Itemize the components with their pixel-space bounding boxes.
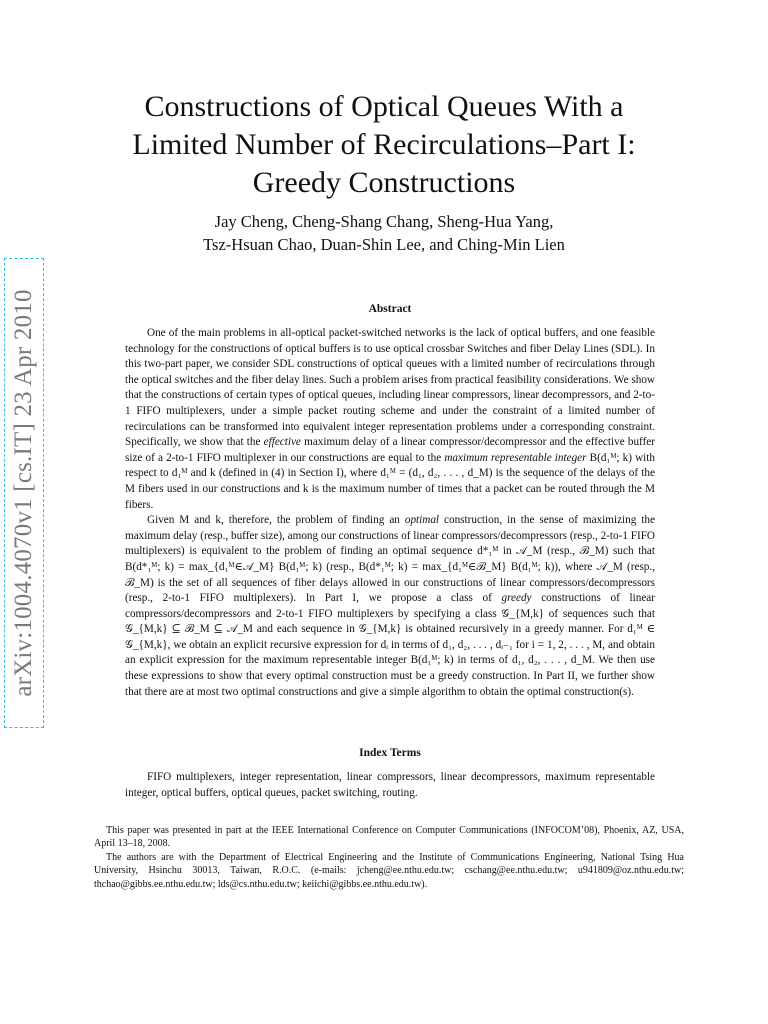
abstract-p2-text-3: constructions of linear compressors/decompressors and 2-to-1 FIFO multiplexers by specifying a class 𝒢_{M,k} of sequences such that 𝒢_{M,k} ⊆ ℬ_M ⊆ 𝒜_M and each sequence in 𝒢_{M,k} is obtained recursively in a greedy manner. For d₁ᴹ ∈ 𝒢_{M,k}, we obtain an explicit recursive expression for dᵢ in terms of d₁, d₂, . . . , dᵢ₋₁ for i = 1, 2, . . . , M, and obtain an explicit expression for the maximum representable integer B(d₁ᴹ; k) in terms of d₁, d₂, . . . , d_M. We then use these expressions to show that every optimal construction must be a greedy construction. In Part II, we further show that there are at most two optimal constructions and give a simple algorithm to obtain the optimal construction(s). (125, 592, 655, 698)
authors-line-2: Tsz-Hsuan Chao, Duan-Shin Lee, and Ching-Min Lien (203, 235, 565, 254)
abstract-p1-emphasis-2: maximum representable integer (444, 451, 587, 464)
authors-line-1: Jay Cheng, Cheng-Shang Chang, Sheng-Hua Yang, (214, 212, 554, 231)
abstract-p2-text-1: Given M and k, therefore, the problem of finding an (147, 514, 405, 527)
abstract-p2-emphasis-1: optimal (404, 514, 440, 527)
footnote-presentation: This paper was presented in part at the IEEE International Conference on Computer Communications (INFOCOM’08), Phoenix, AZ, USA, April 13–18, 2008. (94, 825, 684, 850)
footnote-affiliation: The authors are with the Department of Electrical Engineering and the Institute of Communications Engineering, National Tsing Hua University, Hsinchu 30013, Taiwan, R.O.C. (e-mails: jcheng@ee.nthu.edu.tw; cschang@ee.nthu.edu.tw; u941809@oz.nthu.edu.tw; thchao@gibbs.ee.nthu.edu.tw; lds@cs.nthu.edu.tw; keiichi@gibbs.ee.nthu.edu.tw). (94, 851, 684, 890)
abstract-body (125, 326, 655, 700)
author-list (110, 210, 658, 256)
paper-title: Constructions of Optical Queues With a Limited Number of Recirculations–Part I: Greedy Constructions (132, 90, 636, 199)
abstract-heading: Abstract (368, 303, 412, 315)
abstract-paragraph-1 (125, 326, 655, 513)
abstract-paragraph-2 (125, 513, 655, 700)
arxiv-stamp-text: arXiv:1004.4070v1 [cs.IT] 23 Apr 2010 (10, 289, 37, 697)
abstract-p1-text-1: One of the main problems in all-optical packet-switched networks is the lack of optical buffers, and one feasible technology for the constructions of optical buffers is to use optical crossbar Switches and fiber Delay Lines (SDL). In this two-part paper, we consider SDL constructions of optical queues with a limited number of recirculations through the optical switches and the fiber delay lines. Such a problem arises from practical feasibility considerations. We show that the constructions of certain types of optical queues, including linear compressors, linear decompressors, and 2-to-1 FIFO multiplexers, under a simple packet routing scheme and under the constraint of a limited number of recirculations can be transformed into equivalent integer representation problems under a corresponding constraint. Specifically, we show that the (125, 327, 655, 449)
abstract-p2-emphasis-2: greedy (501, 592, 532, 605)
abstract-p1-text-2: maximum delay of a linear compressor/decompressor and the effective buffer size of a 2-to-1 FIFO multiplexer in our constructions are equal to the (125, 436, 655, 464)
abstract-p1-emphasis-1: effective (263, 436, 301, 449)
abstract-p1-text-3: B(d₁ᴹ; k) with respect to d₁ᴹ and k (defined in (4) in Section I), where d₁ᴹ = (d₁, d₂, . . . , d_M) is the sequence of the delays of the M fibers used in our constructions and k is the maximum number of times that a packet can be routed through the M fibers. (125, 451, 655, 511)
arxiv-stamp (4, 258, 44, 728)
index-terms-body: FIFO multiplexers, integer representation, linear compressors, linear decompressors, maximum representable integer, optical buffers, optical queues, packet switching, routing. (125, 771, 655, 799)
abstract-p2-text-2: construction, in the sense of maximizing the maximum delay (resp., buffer size), among our constructions of linear compressors/decompressors (resp., 2-to-1 FIFO multiplexers) is equivalent to the problem of finding an optimal sequence d*₁ᴹ in 𝒜_M (resp., ℬ_M) such that B(d*₁ᴹ; k) = max_{d₁ᴹ∈𝒜_M} B(d₁ᴹ; k) (resp., B(d*₁ᴹ; k) = max_{d₁ᴹ∈ℬ_M} B(d₁ᴹ; k)), where 𝒜_M (resp., ℬ_M) is the set of all sequences of fiber delays allowed in our constructions of linear compressors/decompressors (resp., 2-to-1 FIFO multiplexers). In Part I, we propose a class of (125, 514, 655, 605)
index-terms-heading: Index Terms (359, 747, 421, 759)
footnotes (94, 824, 684, 891)
